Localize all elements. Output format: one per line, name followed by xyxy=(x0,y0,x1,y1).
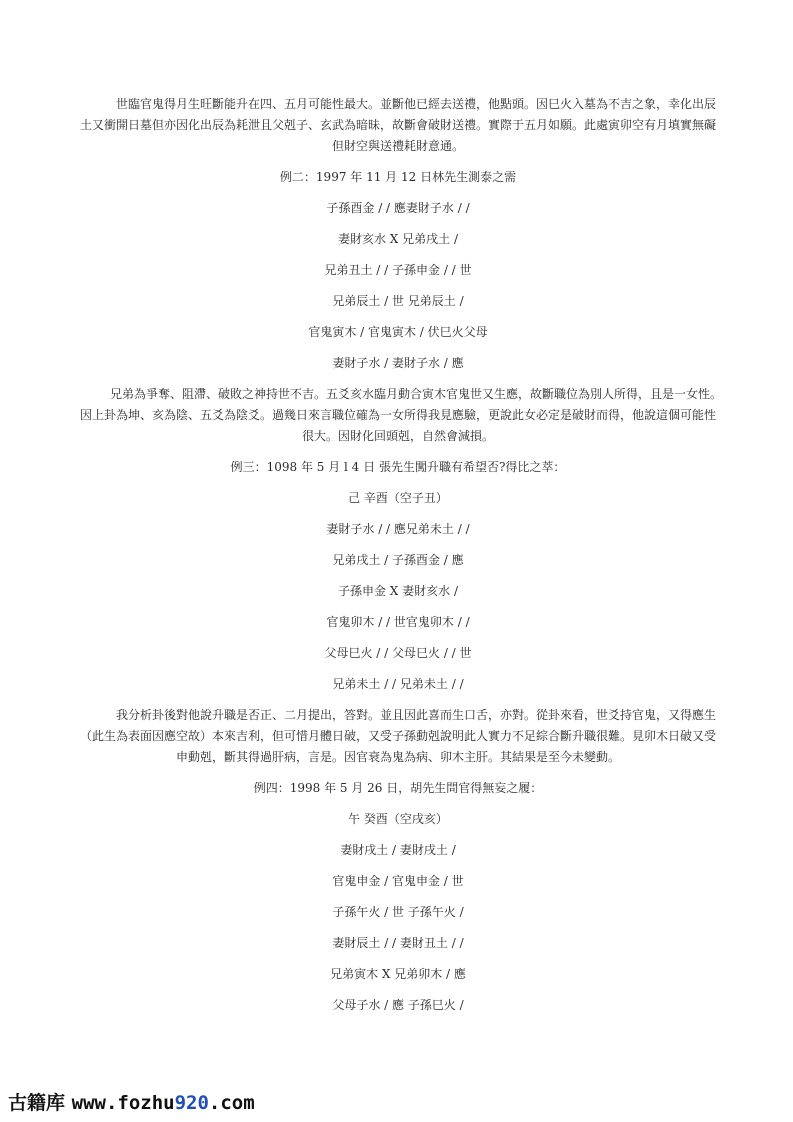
hexagram-line: 兄弟未土 / / 兄弟未土 / / xyxy=(332,677,464,691)
example-4-date-line: 午 癸酉（空戌亥） xyxy=(348,812,448,826)
hexagram-line: 妻財戌土 / 妻財戌土 / xyxy=(340,843,456,857)
hexagram-line: 妻財子水 / 妻財子水 / 應 xyxy=(332,356,464,370)
hexagram-line: 官鬼申金 / 官鬼申金 / 世 xyxy=(332,874,464,888)
hexagram-line: 兄弟丑土 / / 子孫申金 / / 世 xyxy=(324,263,472,277)
document-body xyxy=(74,94,722,1016)
example-4-hexagram xyxy=(74,840,722,1016)
example-2-heading: 例二：1997 年 11 月 12 日林先生測泰之需 xyxy=(279,170,517,184)
example-2-hexagram xyxy=(74,198,722,374)
paragraph-2: 兄弟為爭奪、阻滯、破敗之神持世不吉。五爻亥水臨月動合寅木官鬼世又生應，故斷職位為別人所得，且是一女性。 因上卦為坤、亥為陰、五爻為陰爻。過幾日來言職位確為一女所得我見應驗，更說此女必定是破財而得，他說這個可能性 很大。因財化回頭剋，自然會減損。 xyxy=(79,387,723,443)
hexagram-line: 子孫午火 / 世 子孫午火 / xyxy=(332,905,464,919)
hexagram-line: 子孫酉金 / / 應妻財子水 / / xyxy=(326,201,470,215)
hexagram-line: 兄弟寅木 X 兄弟卯木 / 應 xyxy=(330,967,466,981)
hexagram-line: 子孫申金 X 妻財亥水 / xyxy=(337,584,459,598)
example-3-heading: 例三：1098 年 5 月 l 4 日 張先生闖升職有希望否?得比之萃： xyxy=(230,460,566,474)
paragraph-3: 我分析卦後對他說升職是否正、二月提出，答對。並且因此喜而生口舌，亦對。從卦來看，世爻持官鬼，又得應生 （此生為表面因應空故）本來吉利，但可惜月體日破，又受子孫動剋說明此人實力不足綜合斷升職很難。見卯木日破又受 申動剋，斷其得過肝病，言是。因官衰為鬼為病、卯木主肝。其結果是至今未變動。 xyxy=(79,708,716,764)
hexagram-line: 妻財亥水 X 兄弟戌土 / xyxy=(337,232,459,246)
hexagram-line: 兄弟辰土 / 世 兄弟辰土 / xyxy=(332,294,464,308)
hexagram-line: 官鬼寅木 / 官鬼寅木 / 伏巳火父母 xyxy=(308,325,488,339)
paragraph-1: 世臨官鬼得月生旺斷能升在四、五月可能性最大。並斷他已經去送禮，他點頭。因巳火入墓為不吉之象，幸化出辰 土又衝開日墓但亦因化出辰為耗泄且父剋子、玄武為暗昧，故斷會破財送禮。實際于五月如願。此處寅卯空有月填實無礙 但財空與送禮耗財意通。 xyxy=(79,97,716,153)
example-3-date-line: 己 辛酉（空子丑） xyxy=(348,491,448,505)
example-4-heading: 例四：1998 年 5 月 26 日，胡先生問官得無妄之履： xyxy=(253,781,543,795)
hexagram-line: 妻財辰土 / / 妻財丑土 / / xyxy=(332,936,464,950)
footer-brand: 古籍库 xyxy=(8,1092,66,1114)
footer-watermark xyxy=(8,1088,255,1115)
footer-site-link[interactable]: www.fozhu920.com xyxy=(71,1092,255,1114)
example-3-hexagram xyxy=(74,519,722,695)
hexagram-line: 官鬼卯木 / / 世官鬼卯木 / / xyxy=(326,615,470,629)
hexagram-line: 妻財子水 / / 應兄弟未土 / / xyxy=(326,522,470,536)
hexagram-line: 父母子水 / 應 子孫巳火 / xyxy=(332,998,464,1012)
hexagram-line: 父母巳火 / / 父母巳火 / / 世 xyxy=(324,646,472,660)
hexagram-line: 兄弟戌土 / 子孫酉金 / 應 xyxy=(332,553,464,567)
